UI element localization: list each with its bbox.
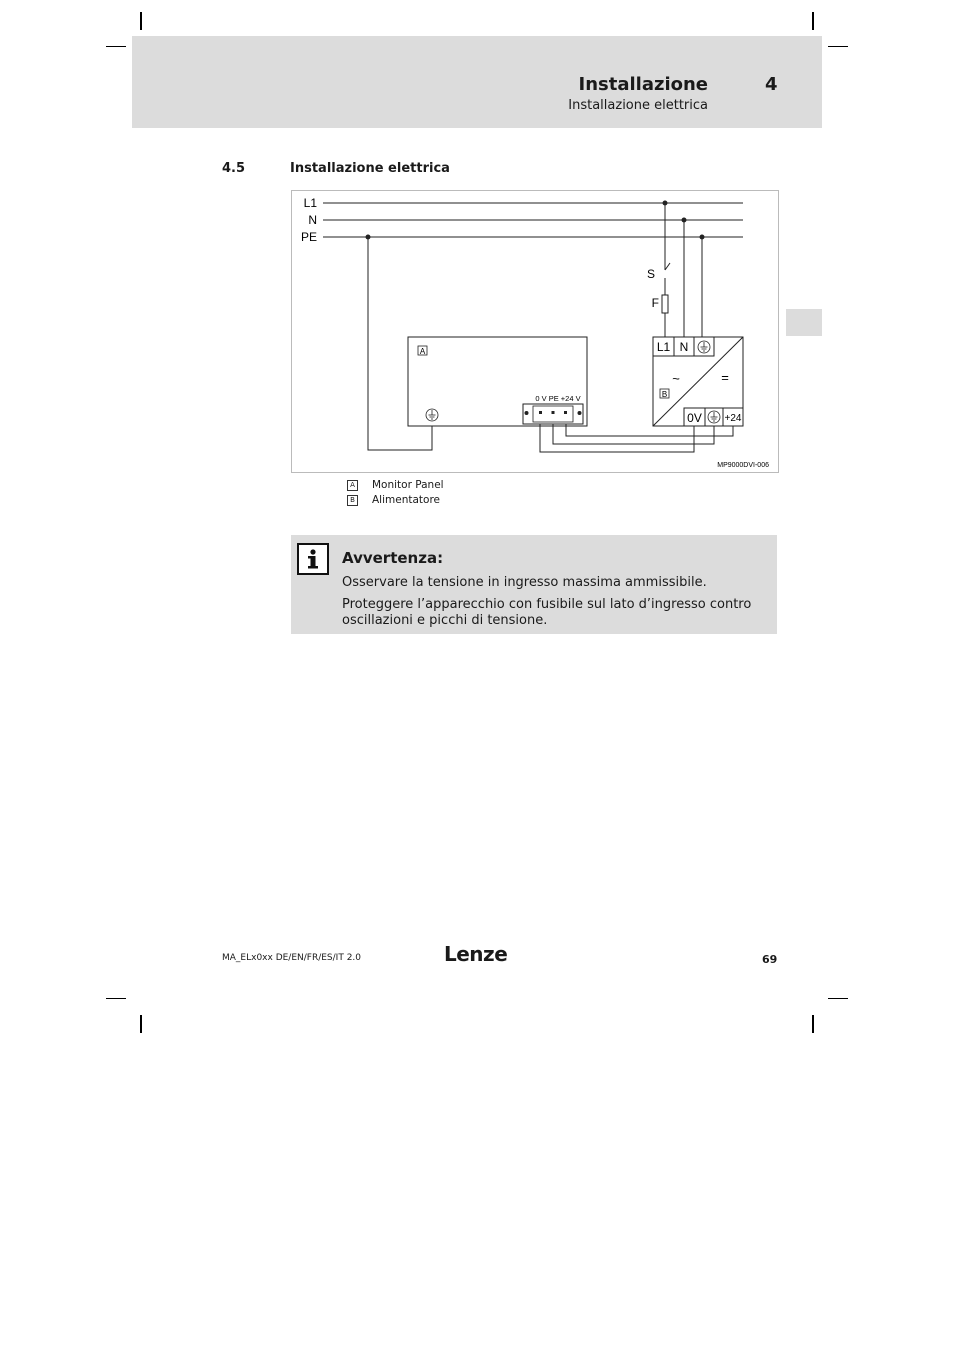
ground-icon [708,411,720,423]
connector-pin [552,411,555,414]
terminal-n-label: N [679,340,689,354]
note-box [291,535,777,634]
legend-key: A [347,480,358,491]
figure-code: MP9000DVI-006 [717,462,769,469]
dc-symbol: = [721,370,729,385]
terminal-l1-label: L1 [656,340,671,354]
terminal-24-label: +24 [724,413,742,424]
note-title: Avvertenza: [342,549,444,567]
connector-label: 0 V PE +24 V [535,394,581,403]
section-number: 4.5 [222,161,246,176]
wiring-diagram [291,190,779,473]
diagram-frame [292,191,779,473]
crop-mark [140,1015,142,1033]
page-header [132,36,822,128]
crop-mark [140,12,142,30]
legend-item [347,479,444,491]
switch-label: S [646,267,655,281]
section-title: Installazione elettrica [290,161,450,176]
ground-icon [698,341,710,353]
info-icon [297,543,329,575]
crop-mark [812,12,814,30]
line-label-l1: L1 [303,196,317,210]
line-label-pe: PE [300,230,317,244]
chapter-number: 4 [765,74,778,95]
crop-mark [828,998,848,999]
page-title: Installazione [578,74,708,95]
fuse-symbol [662,295,668,313]
legend-text: Monitor Panel [372,479,444,491]
note-paragraph: Proteggere l’apparecchio con fusibile sul lato d’ingresso contro oscillazioni e picchi di tensione. [342,597,752,628]
legend-text: Alimentatore [372,494,440,506]
page-number: 69 [762,953,778,966]
ac-symbol: ~ [672,371,680,386]
legend-item [347,494,440,506]
terminal-0v-label: 0V [687,411,702,425]
chapter-side-tab [786,309,822,336]
note-paragraph: Osservare la tensione in ingresso massima ammissibile. [342,575,707,590]
fuse-label: F [651,296,659,310]
connector-screw [525,411,529,415]
legend-key: B [347,495,358,506]
crop-mark [106,998,126,999]
device-b-tag: B [661,390,668,399]
line-label-n: N [308,213,317,227]
device-a-tag: A [419,347,426,356]
crop-mark [812,1015,814,1033]
connector-pin [564,411,567,414]
connector-pin [539,411,542,414]
footer-doc-id: MA_ELx0xx DE/EN/FR/ES/IT 2.0 [222,953,362,963]
ground-icon [426,409,438,421]
brand-logo: Lenze [444,942,508,966]
connector-screw [578,411,582,415]
crop-mark [828,46,848,47]
crop-mark [106,46,126,47]
page-subtitle: Installazione elettrica [568,98,708,113]
